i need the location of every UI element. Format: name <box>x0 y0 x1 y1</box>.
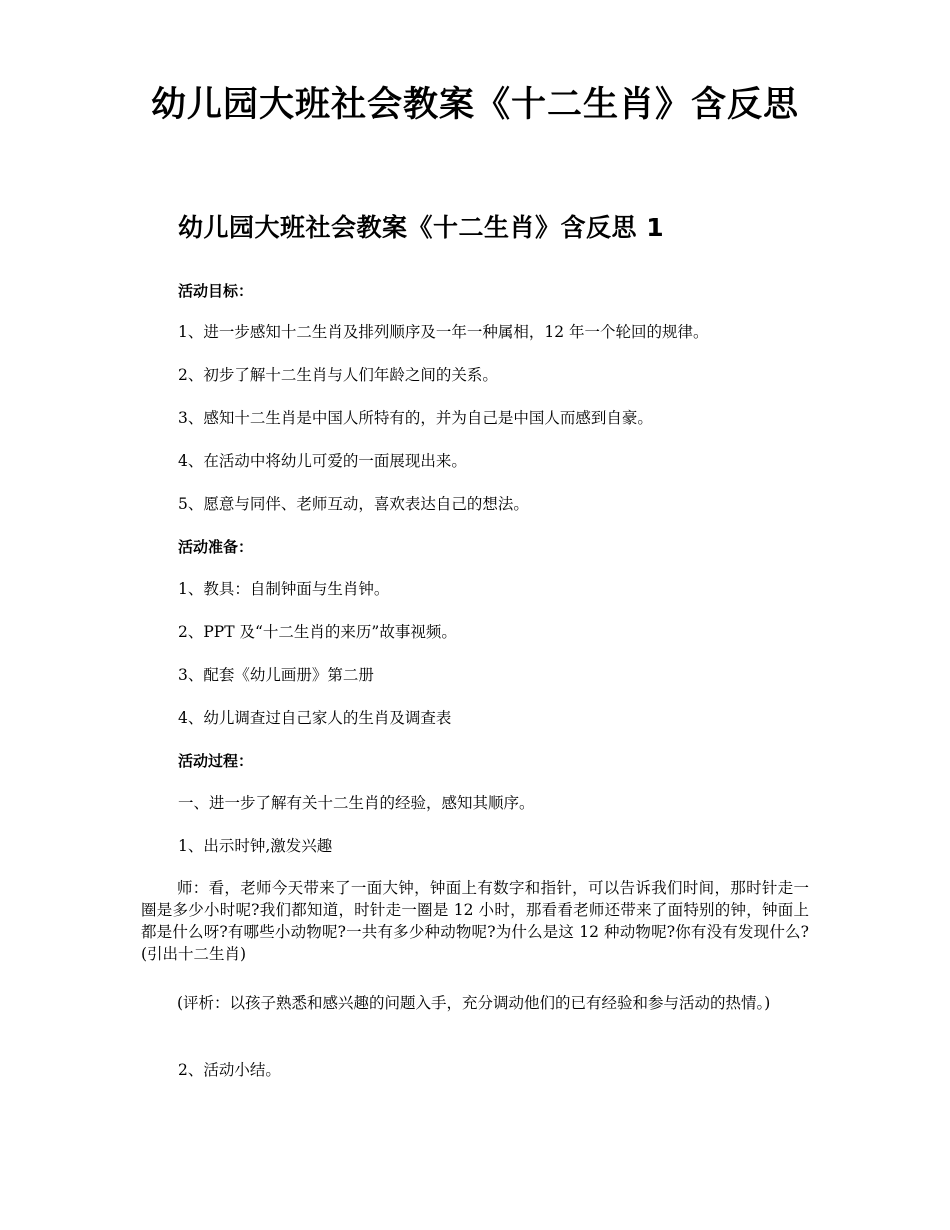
process-substep: 2、活动小结。 <box>178 1061 281 1079</box>
comment-paragraph: (评析：以孩子熟悉和感兴趣的问题入手，充分调动他们的已有经验和参与活动的热情。) <box>177 994 771 1012</box>
goals-heading: 活动目标： <box>178 282 254 300</box>
section-title: 幼儿园大班社会教案《十二生肖》含反思 1 <box>178 213 665 242</box>
teacher-paragraph: 师：看，老师今天带来了一面大钟，钟面上有数字和指针，可以告诉我们时间，那时针走一圈是多少小时呢?我们都知道，时针走一圈是 12 小时，那看看老师还带来了面特别的钟，钟面上都是什么呀?有哪些小动物呢?一共有多少种动物呢?为什么是这 12 种动物呢?你有没有发现什么?(引出十二生肖) <box>141 879 809 963</box>
goal-item: 4、在活动中将幼儿可爱的一面展现出来。 <box>178 452 467 470</box>
prep-item: 1、教具：自制钟面与生肖钟。 <box>178 580 390 598</box>
process-substep: 1、出示时钟,激发兴趣 <box>178 837 333 855</box>
prep-item: 3、配套《幼儿画册》第二册 <box>178 666 374 684</box>
prep-item: 2、PPT 及“十二生肖的来历”故事视频。 <box>178 623 457 641</box>
goal-item: 2、初步了解十二生肖与人们年龄之间的关系。 <box>178 366 498 384</box>
goal-item: 5、愿意与同伴、老师互动，喜欢表达自己的想法。 <box>178 495 529 513</box>
prep-item: 4、幼儿调查过自己家人的生肖及调查表 <box>178 709 452 727</box>
process-step: 一、进一步了解有关十二生肖的经验，感知其顺序。 <box>178 794 535 812</box>
prep-heading: 活动准备： <box>178 538 254 556</box>
process-heading: 活动过程： <box>178 752 254 770</box>
document-title: 幼儿园大班社会教案《十二生肖》含反思 <box>150 85 799 125</box>
goal-item: 1、进一步感知十二生肖及排列顺序及一年一种属相，12 年一个轮回的规律。 <box>178 323 709 341</box>
goal-item: 3、感知十二生肖是中国人所特有的，并为自己是中国人而感到自豪。 <box>178 409 653 427</box>
